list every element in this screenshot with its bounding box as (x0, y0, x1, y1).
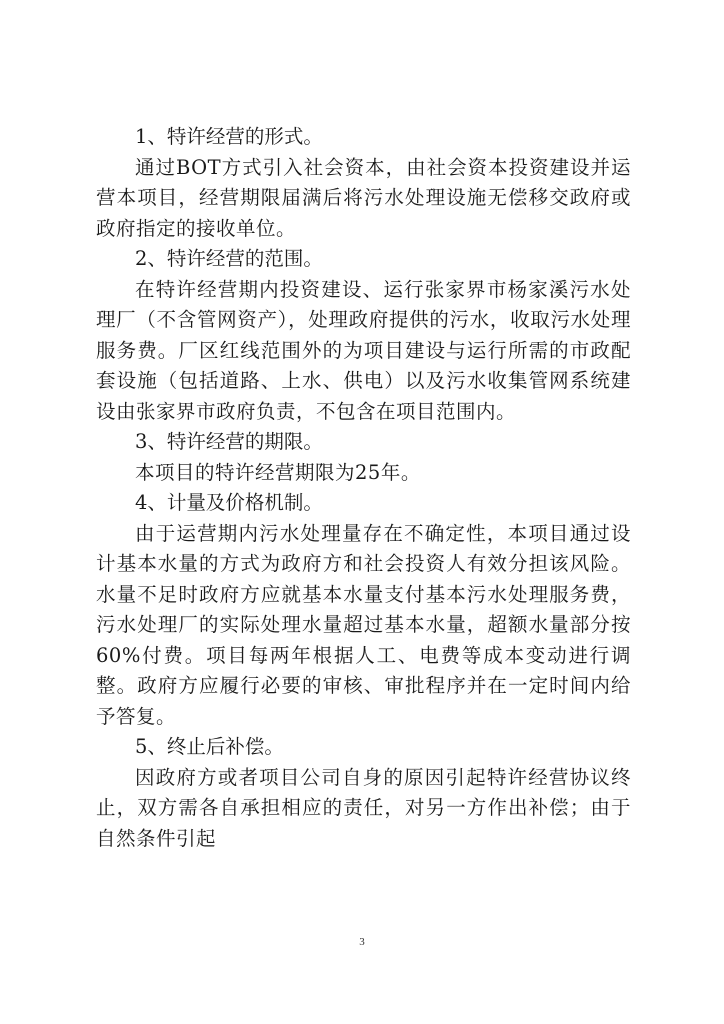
page-number: 3 (359, 936, 365, 948)
section-heading-form: 1、特许经营的形式。 (135, 125, 323, 148)
paragraph-form: 通过BOT方式引入社会资本，由社会资本投资建设并运营本项目，经营期限届满后将污水处理设施无偿移交政府或政府指定的接收单位。 (96, 155, 631, 240)
paragraph-pricing: 由于运营期内污水处理量存在不确定性，本项目通过设计基本水量的方式为政府方和社会投资人有效分担该风险。水量不足时政府方应就基本水量支付基本污水处理服务费，污水处理厂的实际处理水量超过基本水量，超额水量部分按60%付费。项目每两年根据人工、电费等成本变动进行调整。政府方应履行必要的审核、审批程序并在一定时间内给予答复。 (96, 521, 631, 728)
paragraph-scope: 在特许经营期内投资建设、运行张家界市杨家溪污水处理厂（不含管网资产），处理政府提供的污水，收取污水处理服务费。厂区红线范围外的为项目建设与运行所需的市政配套设施（包括道路、上水、供电）以及污水收集管网系统建设由张家界市政府负责，不包含在项目范围内。 (96, 277, 631, 423)
document-body (96, 122, 631, 854)
section-heading-pricing: 4、计量及价格机制。 (135, 491, 323, 514)
section-heading-compensation: 5、终止后补偿。 (135, 735, 284, 758)
section-heading-scope: 2、特许经营的范围。 (135, 247, 323, 270)
paragraph-compensation: 因政府方或者项目公司自身的原因引起特许经营协议终止，双方需各自承担相应的责任，对另一方作出补偿；由于自然条件引起 (96, 765, 631, 850)
section-heading-term: 3、特许经营的期限。 (135, 430, 323, 453)
paragraph-term: 本项目的特许经营期限为25年。 (135, 460, 421, 484)
